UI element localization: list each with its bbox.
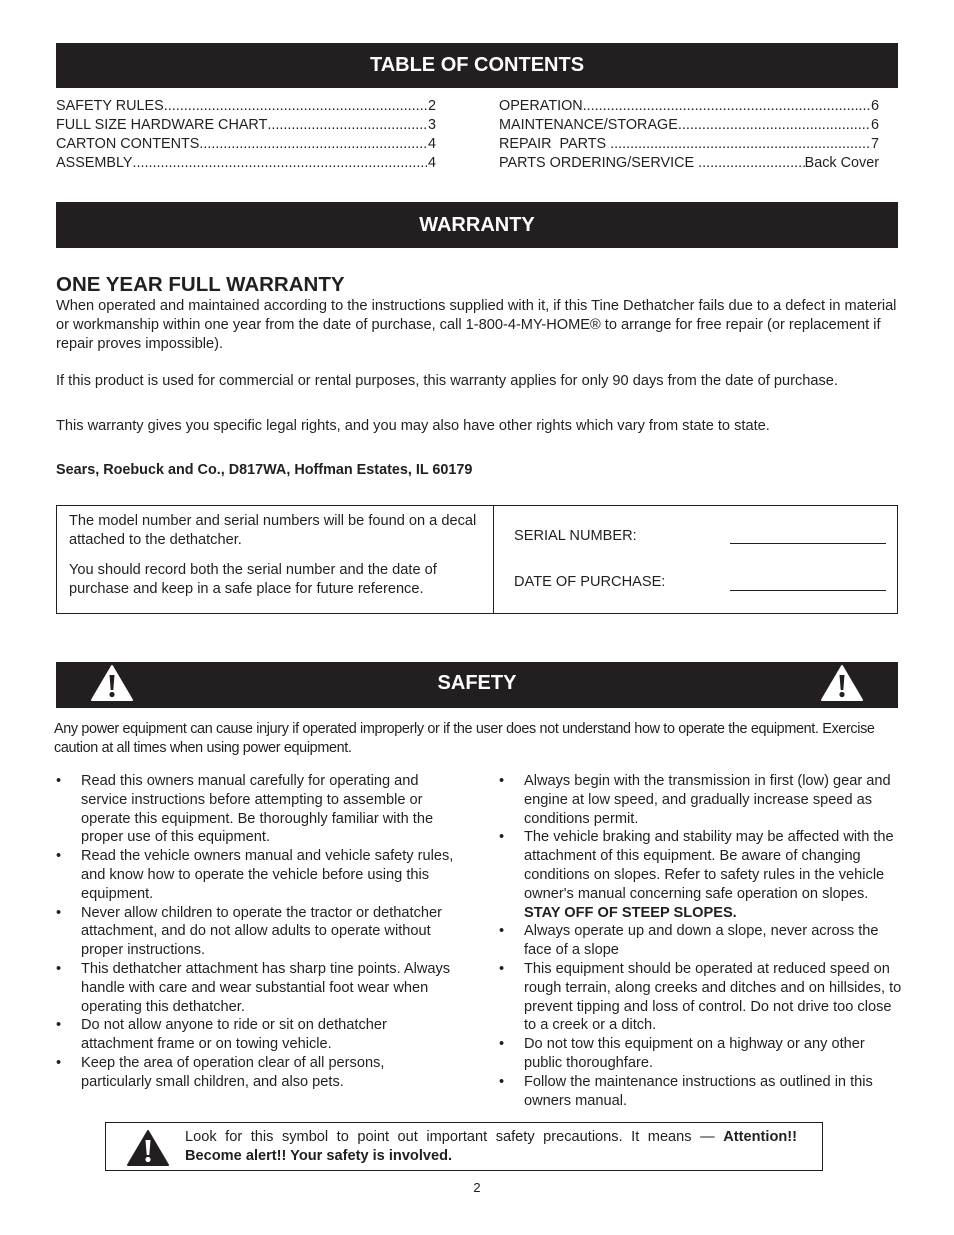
toc-entry-label: REPAIR PARTS xyxy=(499,136,611,152)
safety-rule: • Follow the maintenance instructions as outlined in this owners manual. xyxy=(499,1073,903,1111)
warranty-address: Sears, Roebuck and Co., D817WA, Hoffman Estates, IL 60179 xyxy=(56,462,473,478)
record-instruction-text: The model number and serial numbers will be found on a decal attached to the dethatcher. xyxy=(69,513,477,548)
safety-rule: • Do not allow anyone to ride or sit on dethatcher attachment frame or on towing vehicle. xyxy=(56,1016,456,1054)
toc-entry[interactable] xyxy=(56,135,436,154)
toc-leader-dots xyxy=(698,154,804,173)
toc-entry-label: CARTON CONTENTS xyxy=(56,136,200,152)
warning-triangle-icon xyxy=(126,1129,170,1167)
safety-rule: • This dethatcher attachment has sharp tine points. Always handle with care and wear substantial foot wear when operating this dethatcher. xyxy=(56,960,456,1016)
attention-text xyxy=(185,1128,797,1166)
warranty-heading: ONE YEAR FULL WARRANTY xyxy=(56,273,345,296)
toc-leader-dots xyxy=(610,135,871,154)
safety-rules-right xyxy=(499,772,903,1110)
toc-leader-dots xyxy=(267,116,428,135)
safety-title: SAFETY xyxy=(437,672,517,694)
safety-rule xyxy=(499,828,903,922)
toc-entry-page: 6 xyxy=(870,117,879,133)
toc-banner xyxy=(56,43,898,88)
attention-box xyxy=(105,1122,823,1171)
attention-message: Look for this symbol to point out important safety precautions. It means — xyxy=(185,1129,724,1145)
safety-rules-left xyxy=(56,772,456,1092)
safety-rule-text: The vehicle braking and stability may be affected with the attachment of this equipment. Be aware of changing conditions on slopes. Refer to safety rules in the vehicle owner's manual concerning safe operation on slopes. xyxy=(524,829,894,902)
warning-triangle-icon xyxy=(820,664,864,702)
toc-entry[interactable] xyxy=(56,116,436,135)
warranty-banner xyxy=(56,202,898,248)
steep-slopes-warning: STAY OFF OF STEEP SLOPES. xyxy=(524,904,737,921)
toc-entry-page: Back Cover xyxy=(804,155,879,171)
attention-emphasis: Attention!! Become alert!! Your safety is involved. xyxy=(185,1129,797,1164)
safety-rule: • Do not tow this equipment on a highway or any other public thoroughfare. xyxy=(499,1035,903,1073)
toc-entry-label: PARTS ORDERING/SERVICE xyxy=(499,155,699,171)
record-box xyxy=(56,505,898,614)
safety-rule: • Always operate up and down a slope, never across the face of a slope xyxy=(499,922,903,960)
toc-right-column xyxy=(499,97,879,173)
page-number: 2 xyxy=(473,1180,481,1195)
date-of-purchase-label: DATE OF PURCHASE: xyxy=(514,574,666,590)
toc-entry[interactable] xyxy=(56,97,436,116)
toc-entry-page: 6 xyxy=(870,98,879,114)
safety-intro: Any power equipment can cause injury if operated improperly or if the user does not understand how to operate the equipment. Exercise caution at all times when using power equipment. xyxy=(54,721,875,756)
toc-entry[interactable] xyxy=(499,135,879,154)
toc-entry-label: FULL SIZE HARDWARE CHART xyxy=(56,117,268,133)
toc-entry[interactable] xyxy=(499,154,879,173)
toc-leader-dots xyxy=(199,135,428,154)
toc-entry-page: 2 xyxy=(427,98,436,114)
toc-entry-page: 4 xyxy=(427,136,436,152)
safety-rule: • Always begin with the transmission in first (low) gear and engine at low speed, and gradually increase speed as conditions permit. xyxy=(499,772,903,828)
safety-rule: • Keep the area of operation clear of all persons, particularly small children, and also pets. xyxy=(56,1054,456,1092)
toc-entry[interactable] xyxy=(56,154,436,173)
toc-entry-page: 4 xyxy=(427,155,436,171)
safety-rule: • Never allow children to operate the tractor or dethatcher attachment, and do not allow adults to operate without proper instructions. xyxy=(56,904,456,960)
safety-rule: • Read this owners manual carefully for operating and service instructions before attempting to assemble or operate this equipment. Be thoroughly familiar with the proper use of this equipment. xyxy=(56,772,456,847)
safety-rule: • This equipment should be operated at reduced speed on rough terrain, along creeks and ditches and on hillsides, to prevent tipping and loss of control. Do not drive too close to a creek or a ditch. xyxy=(499,960,903,1035)
toc-leader-dots xyxy=(583,97,871,116)
toc-leader-dots xyxy=(133,154,428,173)
warning-triangle-icon xyxy=(90,664,134,702)
toc-entry[interactable] xyxy=(499,97,879,116)
warranty-legal-paragraph: This warranty gives you specific legal rights, and you may also have other rights which vary from state to state. xyxy=(56,418,770,434)
warranty-commercial-paragraph: If this product is used for commercial or rental purposes, this warranty applies for only 90 days from the date of purchase. xyxy=(56,373,838,389)
toc-leader-dots xyxy=(164,97,428,116)
toc-entry-label: SAFETY RULES xyxy=(56,98,164,114)
toc-title: TABLE OF CONTENTS xyxy=(369,54,585,76)
toc-entry-label: MAINTENANCE/STORAGE xyxy=(499,117,678,133)
record-instruction-text: You should record both the serial number and the date of purchase and keep in a safe place for future reference. xyxy=(69,562,437,597)
toc-entry[interactable] xyxy=(499,116,879,135)
toc-entry-label: OPERATION xyxy=(499,98,583,114)
safety-banner xyxy=(56,662,898,708)
serial-number-label: SERIAL NUMBER: xyxy=(514,528,637,544)
date-of-purchase-field[interactable] xyxy=(730,590,886,591)
warranty-paragraph: When operated and maintained according to the instructions supplied with it, if this Tine Dethatcher fails due to a defect in material or workmanship within one year from the date of purchase, call 1-800-4-MY-HOME® to arrange for free repair (or replacement if repair proves impossible). xyxy=(56,298,897,352)
record-instructions xyxy=(57,506,494,613)
serial-number-field[interactable] xyxy=(730,543,886,544)
toc-leader-dots xyxy=(678,116,871,135)
toc-entry-label: ASSEMBLY xyxy=(56,155,133,171)
toc-entry-page: 7 xyxy=(870,136,879,152)
toc-entry-page: 3 xyxy=(427,117,436,133)
safety-rule: • Read the vehicle owners manual and vehicle safety rules, and know how to operate the vehicle before using this equipment. xyxy=(56,847,456,903)
warranty-title: WARRANTY xyxy=(419,214,535,236)
toc-left-column xyxy=(56,97,436,173)
